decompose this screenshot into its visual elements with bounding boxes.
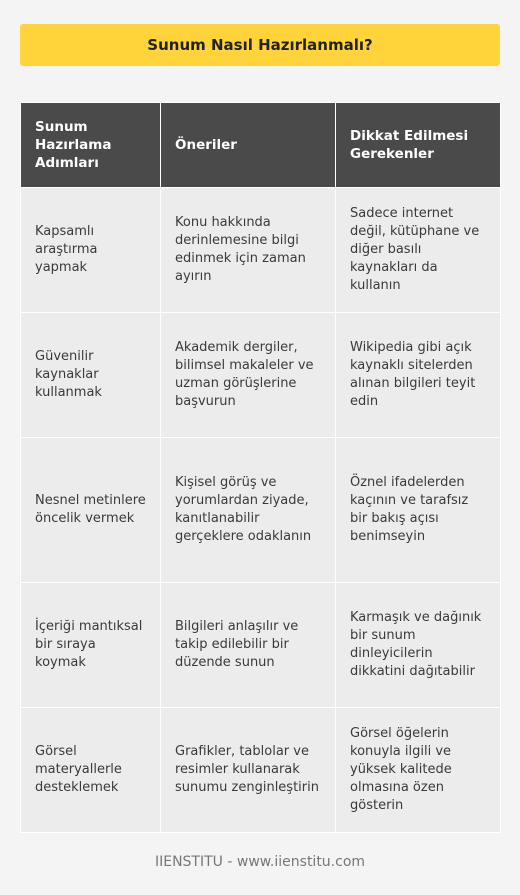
table-cell-caution: Sadece internet değil, kütüphane ve diğer basılı kaynakları da kullanın [336, 188, 501, 313]
table-cell-caution: Öznel ifadelerden kaçının ve tarafsız bir bakış açısı benimseyin [336, 438, 501, 583]
steps-table [20, 102, 501, 833]
column-header-suggestions: Öneriler [161, 103, 336, 188]
table-cell-step: Kapsamlı araştırma yapmak [21, 188, 161, 313]
table-row [21, 583, 501, 708]
table-cell-step: Nesnel metinlere öncelik vermek [21, 438, 161, 583]
table-row [21, 313, 501, 438]
column-header-steps: Sunum Hazırlama Adımları [21, 103, 161, 188]
table-cell-suggestion: Grafikler, tablolar ve resimler kullanarak sunumu zenginleştirin [161, 708, 336, 833]
table-cell-suggestion: Bilgileri anlaşılır ve takip edilebilir bir düzende sunun [161, 583, 336, 708]
page-title: Sunum Nasıl Hazırlanmalı? [20, 24, 500, 66]
table-cell-caution: Wikipedia gibi açık kaynaklı sitelerden alınan bilgileri teyit edin [336, 313, 501, 438]
column-header-cautions: Dikkat Edilmesi Gerekenler [336, 103, 501, 188]
footer-credit: IIENSTITU - www.iienstitu.com [154, 854, 366, 870]
table-cell-caution: Görsel öğelerin konuyla ilgili ve yüksek kalitede olmasına özen gösterin [336, 708, 501, 833]
table-cell-suggestion: Konu hakkında derinlemesine bilgi edinmek için zaman ayırın [161, 188, 336, 313]
table-row [21, 708, 501, 833]
table-header-row [21, 103, 501, 188]
table-cell-step: Görsel materyallerle desteklemek [21, 708, 161, 833]
table-cell-caution: Karmaşık ve dağınık bir sunum dinleyicilerin dikkatini dağıtabilir [336, 583, 501, 708]
table-row [21, 188, 501, 313]
table-cell-step: Güvenilir kaynaklar kullanmak [21, 313, 161, 438]
table-row [21, 438, 501, 583]
table-cell-suggestion: Akademik dergiler, bilimsel makaleler ve uzman görüşlerine başvurun [161, 313, 336, 438]
table-cell-suggestion: Kişisel görüş ve yorumlardan ziyade, kanıtlanabilir gerçeklere odaklanın [161, 438, 336, 583]
table-cell-step: İçeriği mantıksal bir sıraya koymak [21, 583, 161, 708]
